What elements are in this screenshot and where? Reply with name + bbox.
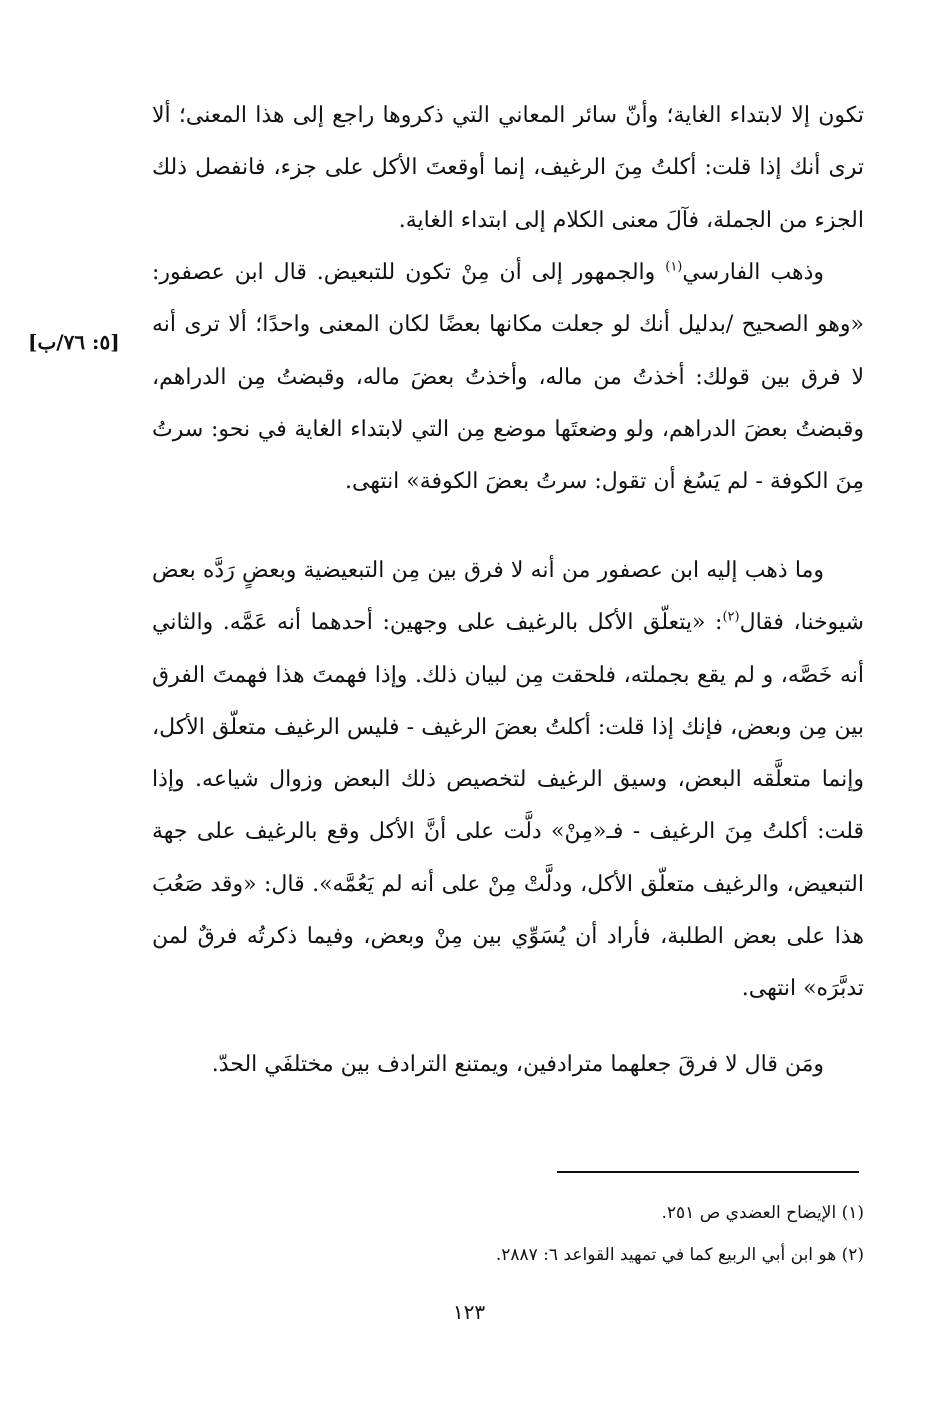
footnote-marker-1[interactable]: (١) — [665, 259, 683, 275]
paragraph-4: ومَن قال لا فرقَ جعلهما مترادفين، ويمتنع الترادف بين مختلفَي الحدّ. — [211, 1052, 824, 1077]
paragraph-2-body: والجمهور إلى أن مِنْ تكون للتبعيض. قال ابن عصفور: «وهو الصحيح /بدليل أنك لو جعلت مكانها بعضًا لكان المعنى واحدًا؛ ألا ترى أنه لا فرق بين قولك: أخذتُ من ماله، وأخذتُ بعضَ ماله، وقبضتُ مِن الدراهم، وقبضتُ بعضَ الدراهم، ولو وضعتَها موضع مِن التي لابتداء الغاية في نحو: سرتُ مِنَ الكوفة - لم يَسُغ أن تقول: سرتُ بعضَ الكوفة» انتهى. — [152, 260, 864, 495]
main-text-block-1 — [152, 90, 864, 247]
paragraph-1: تكون إلا لابتداء الغاية؛ وأنّ سائر المعاني التي ذكروها راجع إلى هذا المعنى؛ ألا ترى أنك إذا قلت: أكلتُ مِنَ الرغيف، إنما أوقعتَ الأكل على جزء، فانفصل ذلك الجزء من الجملة، فآلَ معنى الكلام إلى ابتداء الغاية. — [152, 103, 864, 233]
page-number: ١٢٣ — [452, 1300, 486, 1324]
main-text-block-4 — [152, 1039, 864, 1091]
paragraph-2-lead: وذهب الفارسي — [682, 260, 824, 285]
paragraph-3-body: : «يتعلّق الأكل بالرغيف على وجهين: أحدهما أنه عَمَّه. والثاني أنه خَصَّه، و لم يقع بجملته، فلحقت مِن لبيان ذلك. وإذا فهمتَ هذا فهمتَ الفرق بين مِن وبعض، فإنك إذا قلت: أكلتُ بعضَ الرغيف - فليس الرغيف متعلّق الأكل، وإنما متعلَّقه البعض، وسيق الرغيف لتخصيص ذلك البعض وزوال شياعه. وإذا قلت: أكلتُ مِنَ الرغيف - فـ«مِنْ» دلَّت على أنَّ الأكل وقع بالرغيف على جهة التبعيض، والرغيف متعلّق الأكل، ودلَّتْ مِنْ على أنه لم يَعُمَّه». قال: «وقد صَعُبَ هذا على بعض الطلبة، فأراد أن يُسَوِّي بين مِنْ وبعض، وفيما ذكرتُه فرقٌ لمن تدبَّرَه» انتهى. — [152, 610, 864, 1002]
footnote-divider — [557, 1171, 859, 1173]
paragraph-3 — [152, 545, 864, 1016]
main-text-block-3 — [152, 545, 864, 1016]
paragraph-3-lead: وما ذهب إليه ابن عصفور من أنه لا فرق بين مِن التبعيضية وبعضٍ رَدَّه بعض شيوخنا، فقال — [152, 558, 864, 636]
footnote-marker-2[interactable]: (٢) — [722, 609, 740, 625]
footnotes — [152, 1192, 864, 1276]
paragraph-2 — [152, 247, 864, 508]
footnote-2: (٢) هو ابن أبي الربيع كما في تمهيد القواعد ٦: ٢٨٨٧. — [495, 1245, 864, 1265]
margin-reference: [٥: ٧٦/ب] — [28, 330, 120, 354]
footnote-1: (١) الإيضاح العضدي ص ٢٥١. — [661, 1203, 864, 1223]
main-text-block-2 — [152, 247, 864, 508]
